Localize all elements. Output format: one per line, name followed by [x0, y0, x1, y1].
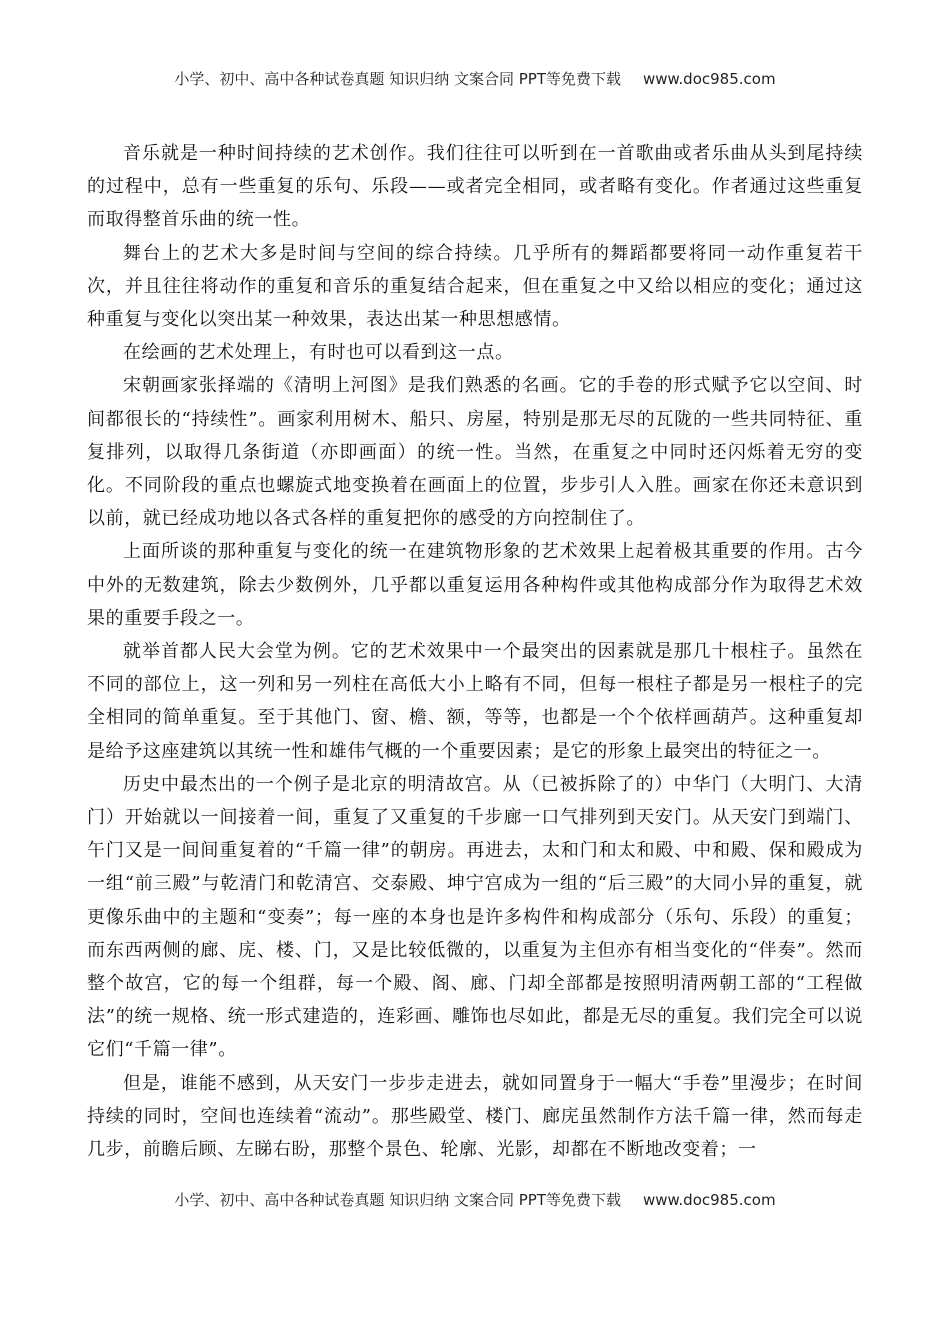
- header-label: 小学、初中、高中各种试卷真题 知识归纳 文案合同 PPT等免费下载: [174, 70, 621, 88]
- paragraph-4: 宋朝画家张择端的《清明上河图》是我们熟悉的名画。它的手卷的形式赋予它以空间、时间都很长的“持续性”。画家利用树木、船只、房屋，特别是那无尽的瓦陇的一些共同特征、重复排列，以取得几条街道（亦即画面）的统一性。当然，在重复之中同时还闪烁着无穷的变化。不同阶段的重点也螺旋式地变换着在画面上的位置，步步引人入胜。画家在你还未意识到以前，就已经成功地以各式各样的重复把你的感受的方向控制住了。: [87, 375, 863, 530]
- paragraph-5: 上面所谈的那种重复与变化的统一在建筑物形象的艺术效果上起着极其重要的作用。古今中外的无数建筑，除去少数例外，几乎都以重复运用各种构件或其他构成部分作为取得艺术效果的重要手段之一。: [87, 541, 863, 629]
- footer-label: 小学、初中、高中各种试卷真题 知识归纳 文案合同 PPT等免费下载: [174, 1191, 621, 1209]
- page-footer: [0, 1189, 950, 1210]
- paragraph-2: 舞台上的艺术大多是时间与空间的综合持续。几乎所有的舞蹈都要将同一动作重复若干次，并且往往将动作的重复和音乐的重复结合起来，但在重复之中又给以相应的变化；通过这种重复与变化以突出某一种效果，表达出某一种思想感情。: [87, 242, 863, 331]
- header-site-link[interactable]: www.doc985.com: [642, 70, 776, 88]
- paragraph-6: 就举首都人民大会堂为例。它的艺术效果中一个最突出的因素就是那几十根柱子。虽然在不同的部位上，这一列和另一列柱在高低大小上略有不同，但每一根柱子都是另一根柱子的完全相同的简单重复。至于其他门、窗、檐、额，等等，也都是一个个依样画葫芦。这种重复却是给予这座建筑以其统一性和雄伟气概的一个重要因素；是它的形象上最突出的特征之一。: [87, 641, 863, 762]
- article-body: [87, 137, 863, 1166]
- footer-site-link[interactable]: www.doc985.com: [642, 1191, 776, 1209]
- paragraph-3: 在绘画的艺术处理上，有时也可以看到这一点。: [123, 342, 514, 364]
- paragraph-8: 但是，谁能不感到，从天安门一步步走进去，就如同置身于一幅大“手卷”里漫步；在时间持续的同时，空间也连续着“流动”。那些殿堂、楼门、廊庑虽然制作方法千篇一律，然而每走几步，前瞻后顾、左睇右盼，那整个景色、轮廓、光影，却都在不断地改变着；一: [87, 1072, 863, 1161]
- paragraph-1: 音乐就是一种时间持续的艺术创作。我们往往可以听到在一首歌曲或者乐曲从头到尾持续的过程中，总有一些重复的乐句、乐段——或者完全相同，或者略有变化。作者通过这些重复而取得整首乐曲的统一性。: [87, 143, 863, 231]
- page-header: [0, 68, 950, 89]
- paragraph-7: 历史中最杰出的一个例子是北京的明清故宫。从（已被拆除了的）中华门（大明门、大清门）开始就以一间接着一间，重复了又重复的千步廊一口气排列到天安门。从天安门到端门、午门又是一间间重复着的“千篇一律”的朝房。再进去，太和门和太和殿、中和殿、保和殿成为一组“前三殿”与乾清门和乾清宫、交泰殿、坤宁宫成为一组的“后三殿”的大同小异的重复，就更像乐曲中的主题和“变奏”；每一座的本身也是许多构件和构成部分（乐句、乐段）的重复；而东西两侧的廊、庑、楼、门，又是比较低微的，以重复为主但亦有相当变化的“伴奏”。然而整个故宫，它的每一个组群，每一个殿、阁、廊、门却全部都是按照明清两朝工部的“工程做法”的统一规格、统一形式建造的，连彩画、雕饰也尽如此，都是无尽的重复。我们完全可以说它们“千篇一律”。: [87, 773, 863, 1061]
